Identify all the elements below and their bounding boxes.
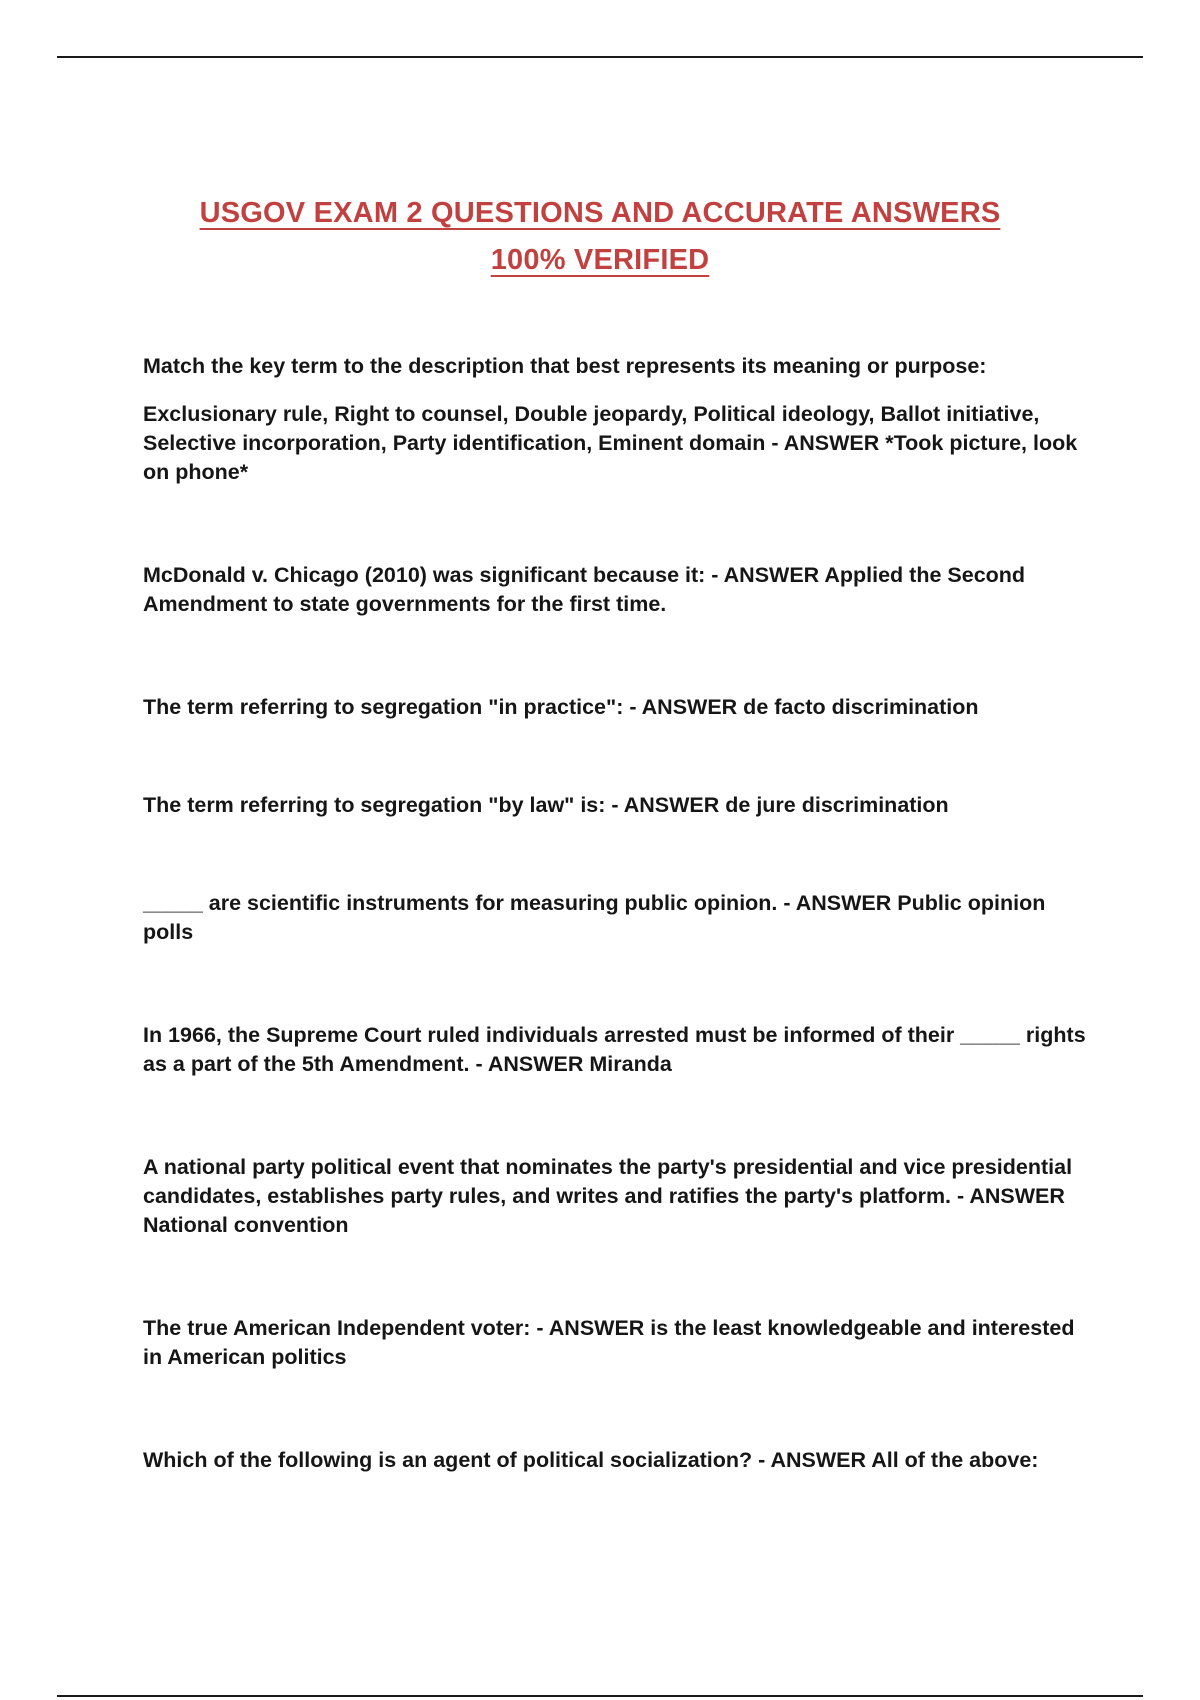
- header-rule: [57, 56, 1143, 58]
- qa-item: Exclusionary rule, Right to counsel, Double jeopardy, Political ideology, Ballot initiative, Selective incorporation, Party identification, Eminent domain - ANSWER *Took picture, look on phone*: [143, 402, 1078, 484]
- footer-rule: [57, 1695, 1143, 1697]
- question-prompt: Match the key term to the description that best represents its meaning or purpose:: [143, 354, 987, 378]
- qa-item: _____ are scientific instruments for measuring public opinion. - ANSWER Public opinion polls: [143, 891, 1046, 944]
- document-title: [57, 190, 1143, 284]
- qa-item: McDonald v. Chicago (2010) was significant because it: - ANSWER Applied the Second Amendment to state governments for the first time.: [143, 563, 1026, 616]
- title-line-1: USGOV EXAM 2 QUESTIONS AND ACCURATE ANSWERS: [199, 197, 1001, 229]
- qa-item: A national party political event that nominates the party's presidential and vice presidential candidates, establishes party rules, and writes and ratifies the party's platform. - ANSWER National convention: [143, 1155, 1073, 1237]
- qa-list: [143, 352, 1093, 1475]
- qa-item: The true American Independent voter: - ANSWER is the least knowledgeable and interested in American politics: [143, 1316, 1075, 1369]
- title-line-2: 100% VERIFIED: [490, 244, 710, 276]
- qa-item: The term referring to segregation "by law" is: - ANSWER de jure discrimination: [143, 793, 949, 817]
- qa-item: Which of the following is an agent of political socialization? - ANSWER All of the above:: [143, 1448, 1039, 1472]
- qa-item: The term referring to segregation "in practice": - ANSWER de facto discrimination: [143, 695, 979, 719]
- qa-item: In 1966, the Supreme Court ruled individuals arrested must be informed of their _____ rights as a part of the 5th Amendment. - ANSWER Miranda: [143, 1023, 1086, 1076]
